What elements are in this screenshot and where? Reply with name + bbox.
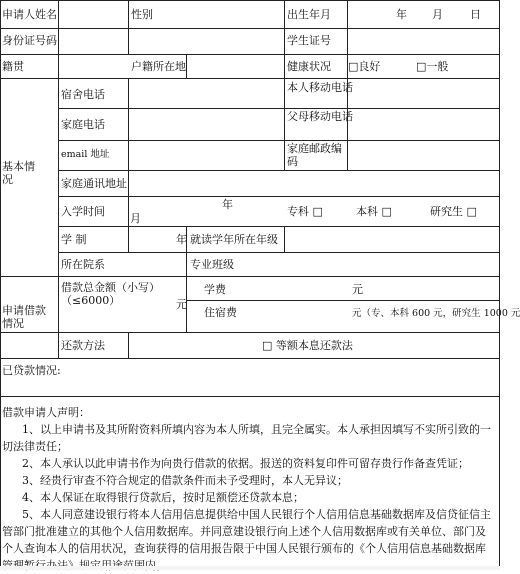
loan-total-label: 借款总金额（小写）（≤6000） [61,281,160,307]
native-place-label: 籍贯 [2,60,24,73]
mobile-label: 本人移动电话 [287,81,353,94]
gender-label: 性别 [131,8,153,21]
enroll-year-unit: 年 [222,198,233,211]
birth-month-unit: 月 [432,8,443,21]
zhuanke-checkbox[interactable]: 专科 □ [287,205,323,218]
study-length-year-unit: 年 [176,233,187,246]
lodging-note [352,306,520,320]
declaration-item-3: 3、经贵行审查不符合规定的借款条件而未予受理时，本人无异议； [22,474,348,487]
equal-installment-checkbox[interactable]: □ 等额本息还款法 [262,339,353,352]
declaration-block [2,404,496,574]
declaration-item-1: 1、以上申请书及其所附资料所填内容为本人所填，且完全属实。本人承担因填写不实所引致的一切法律责任； [2,423,491,453]
id-number-label: 身份证号码 [2,34,57,47]
department-label: 所在院系 [61,258,105,271]
declaration-title: 借款申请人声明： [2,406,90,419]
home-postcode-label: 家庭邮政编码 [287,142,342,168]
applicant-name-label: 申请人姓名 [2,8,57,21]
study-length-label: 学 制 [61,233,87,246]
tuition-label: 学费 [204,283,226,296]
health-label: 健康状况 [287,60,331,73]
lodging-label: 住宿费 [204,306,237,319]
tuition-yuan-unit: 元 [352,283,363,296]
household-place-label: 户籍所在地 [131,60,186,73]
dorm-phone-label: 宿舍电话 [61,88,105,101]
student-id-label: 学生证号 [287,34,331,47]
major-class-label: 专业班级 [190,258,234,271]
loan-total-yuan-unit: 元 [176,298,187,311]
enroll-time-label: 入学时间 [61,205,105,218]
grade-label: 就读学年所在年级 [190,233,278,246]
loan-section-label: 申请借款情况 [2,304,46,330]
declaration-item-5: 5、本人同意建设银行将本人信用信息提供给中国人民银行个人信用信息基础数据库及信贷征信主管部门批准建立的其他个人信用数据库。并同意建设银行向上述个人信用数据库或有关单位、部门及个人查询本人的信用状况，查询获得的信用报告限于中国人民银行颁布的《个人信用信息基础数据库 [2,508,491,555]
basic-info-section-label: 基本情况 [2,160,35,186]
enroll-month-unit: 月 [130,212,141,225]
lodging-note-text: 元（专、本科 600 元，研究生 1000 元 [352,308,520,319]
birth-year-unit: 年 [396,8,407,21]
parent-mobile-label: 父母移动电话 [287,110,353,123]
email-label: email 地址 [61,149,110,160]
home-address-label: 家庭通讯地址 [61,177,127,190]
birth-date-label: 出生年月 [287,8,331,21]
graduate-checkbox[interactable]: 研究生 □ [430,205,477,218]
benke-checkbox[interactable]: 本科 □ [356,205,392,218]
bottom-edge [0,566,500,570]
declaration-item-4: 4、本人保证在取得银行贷款后，按时足额偿还贷款本息； [22,491,304,504]
declaration-item-2: 2、本人承认以此申请书作为向贵行借款的依据。报送的资料复印件可留存贵行作备查凭证； [22,457,469,470]
home-phone-label: 家庭电话 [61,118,105,131]
health-fair-checkbox[interactable]: □一般 [416,60,449,73]
repay-method-label: 还款方法 [61,339,105,352]
health-good-checkbox[interactable]: □良好 [348,60,381,73]
existing-loan-label: 已贷款情况: [2,364,61,377]
birth-day-unit: 日 [470,8,481,21]
